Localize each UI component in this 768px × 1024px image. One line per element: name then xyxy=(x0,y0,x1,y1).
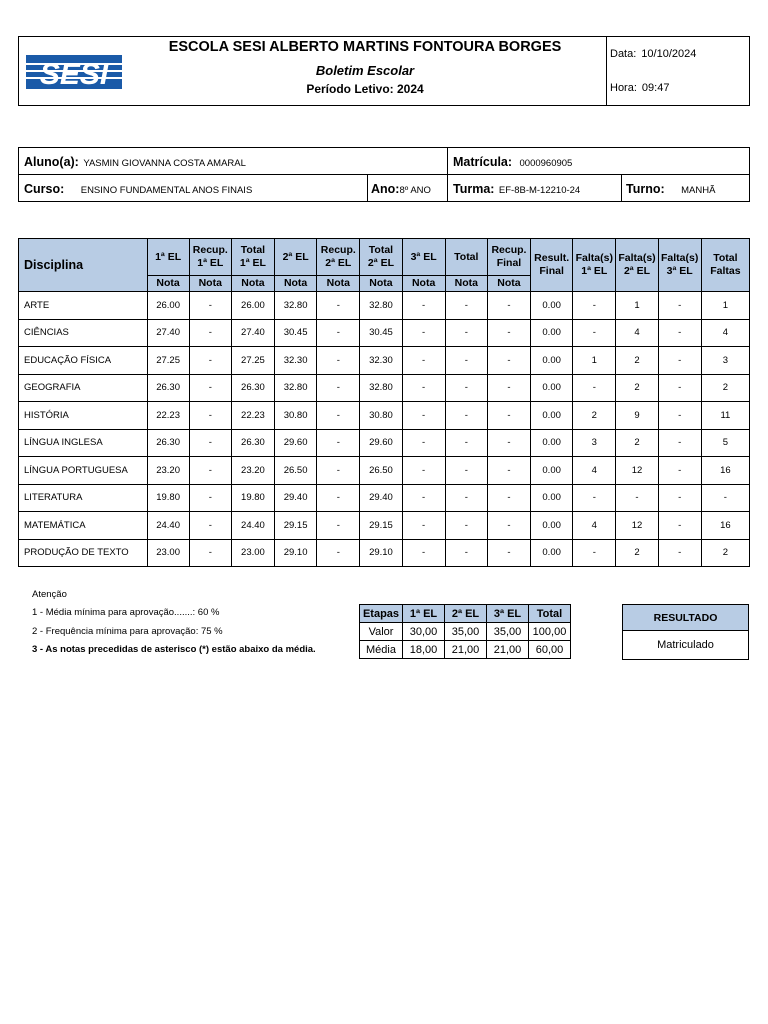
cell-el2: 29.60 xyxy=(275,429,317,457)
etapas-header-cell: 3ª EL xyxy=(487,605,529,623)
grade-row xyxy=(19,512,750,540)
cell-el2: 32.80 xyxy=(275,374,317,402)
notes-title: Atenção xyxy=(32,589,67,600)
etapas-header-row xyxy=(360,605,571,623)
nota-header: Nota xyxy=(189,276,231,292)
cell-total2: 29.40 xyxy=(360,484,402,512)
cell-falta1: 1 xyxy=(573,347,616,375)
etapas-header-cell: Etapas xyxy=(360,605,403,623)
col-result-final: Result. Final xyxy=(531,239,573,292)
subject-name: ARTE xyxy=(19,292,148,320)
grade-row xyxy=(19,402,750,430)
grades-body xyxy=(19,292,750,567)
cell-total1: 22.23 xyxy=(231,402,274,430)
grade-row xyxy=(19,484,750,512)
etapas-cell: 21,00 xyxy=(445,641,487,659)
col-recup2: Recup. 2ª EL xyxy=(317,239,360,276)
cell-recup1: - xyxy=(189,347,231,375)
registration-number: 0000960905 xyxy=(519,158,573,169)
cell-total-faltas: - xyxy=(701,484,749,512)
cell-el1: 19.80 xyxy=(147,484,189,512)
cell-total2: 32.30 xyxy=(360,347,402,375)
cell-falta1: - xyxy=(573,319,616,347)
cell-falta1: - xyxy=(573,292,616,320)
subject-name: MATEMÁTICA xyxy=(19,512,148,540)
cell-falta2: 4 xyxy=(616,319,658,347)
student-name-label: Aluno(a): xyxy=(24,155,79,169)
note-min-attendance: 2 - Frequência mínima para aprovação: 75 % xyxy=(32,626,223,637)
bulletin-title: Boletim Escolar xyxy=(315,63,415,78)
cell-el1: 27.25 xyxy=(147,347,189,375)
cell-falta3: - xyxy=(658,319,701,347)
cell-total: - xyxy=(445,402,487,430)
cell-falta3: - xyxy=(658,402,701,430)
col-total2: Total 2ª EL xyxy=(360,239,402,276)
nota-header: Nota xyxy=(275,276,317,292)
cell-total-faltas: 16 xyxy=(701,512,749,540)
etapas-row xyxy=(360,623,571,641)
cell-total1: 26.30 xyxy=(231,374,274,402)
year-divider xyxy=(367,174,368,201)
subject-name: HISTÓRIA xyxy=(19,402,148,430)
grade-row xyxy=(19,539,750,567)
cell-falta1: - xyxy=(573,374,616,402)
etapas-body xyxy=(360,623,571,659)
etapas-cell: 35,00 xyxy=(445,623,487,641)
cell-falta2: 12 xyxy=(616,457,658,485)
cell-total: - xyxy=(445,319,487,347)
etapas-header-cell: 1ª EL xyxy=(403,605,445,623)
nota-header: Nota xyxy=(317,276,360,292)
cell-el3: - xyxy=(402,319,445,347)
cell-total2: 32.80 xyxy=(360,292,402,320)
cell-falta1: 2 xyxy=(573,402,616,430)
cell-recup-final: - xyxy=(487,484,530,512)
class-field xyxy=(453,180,580,198)
cell-el1: 26.30 xyxy=(147,374,189,402)
cell-total-faltas: 2 xyxy=(701,539,749,567)
grade-row xyxy=(19,292,750,320)
cell-el1: 26.30 xyxy=(147,429,189,457)
shift-label: Turno: xyxy=(626,182,665,196)
etapas-cell: 30,00 xyxy=(403,623,445,641)
student-info-box xyxy=(18,147,750,202)
grade-row xyxy=(19,457,750,485)
class-label: Turma: xyxy=(453,182,495,196)
col-el2: 2ª EL xyxy=(275,239,317,276)
cell-recup-final: - xyxy=(487,292,530,320)
date-value: 10/10/2024 xyxy=(641,48,697,60)
cell-falta2: 2 xyxy=(616,429,658,457)
cell-total2: 26.50 xyxy=(360,457,402,485)
cell-result-final: 0.00 xyxy=(531,539,573,567)
cell-falta3: - xyxy=(658,457,701,485)
cell-total1: 23.00 xyxy=(231,539,274,567)
sesi-logo xyxy=(26,55,122,89)
cell-total: - xyxy=(445,457,487,485)
cell-recup2: - xyxy=(317,319,360,347)
nota-header: Nota xyxy=(487,276,530,292)
col-recup1: Recup. 1ª EL xyxy=(189,239,231,276)
cell-result-final: 0.00 xyxy=(531,292,573,320)
grade-row xyxy=(19,347,750,375)
cell-total-faltas: 2 xyxy=(701,374,749,402)
cell-falta2: 2 xyxy=(616,347,658,375)
cell-total: - xyxy=(445,374,487,402)
note-min-average: 1 - Média mínima para aprovação.......: 60 % xyxy=(32,607,220,618)
etapas-cell: 60,00 xyxy=(529,641,571,659)
school-name: ESCOLA SESI ALBERTO MARTINS FONTOURA BORGES xyxy=(168,39,562,55)
subject-name: GEOGRAFIA xyxy=(19,374,148,402)
etapas-header-cell: 2ª EL xyxy=(445,605,487,623)
nota-header: Nota xyxy=(445,276,487,292)
cell-result-final: 0.00 xyxy=(531,512,573,540)
nota-header: Nota xyxy=(360,276,402,292)
cell-el1: 26.00 xyxy=(147,292,189,320)
nota-header: Nota xyxy=(402,276,445,292)
cell-total-faltas: 11 xyxy=(701,402,749,430)
year-label: Ano: xyxy=(371,182,400,196)
col-total: Total xyxy=(445,239,487,276)
cell-recup-final: - xyxy=(487,512,530,540)
logo-text: SESI xyxy=(39,58,109,89)
student-name: YASMIN GIOVANNA COSTA AMARAL xyxy=(83,158,246,169)
cell-el1: 27.40 xyxy=(147,319,189,347)
cell-el3: - xyxy=(402,374,445,402)
etapas-table xyxy=(359,604,571,659)
cell-total2: 30.45 xyxy=(360,319,402,347)
course-label: Curso: xyxy=(24,182,65,196)
cell-total2: 29.60 xyxy=(360,429,402,457)
cell-el1: 23.00 xyxy=(147,539,189,567)
shift-divider xyxy=(621,174,622,201)
grades-table xyxy=(18,238,750,567)
cell-falta3: - xyxy=(658,429,701,457)
cell-el2: 32.80 xyxy=(275,292,317,320)
cell-el2: 29.40 xyxy=(275,484,317,512)
cell-result-final: 0.00 xyxy=(531,457,573,485)
cell-el3: - xyxy=(402,457,445,485)
cell-recup-final: - xyxy=(487,429,530,457)
grades-header-row xyxy=(19,239,750,276)
nota-header: Nota xyxy=(231,276,274,292)
cell-falta2: 2 xyxy=(616,374,658,402)
cell-el1: 23.20 xyxy=(147,457,189,485)
cell-recup2: - xyxy=(317,484,360,512)
cell-el2: 26.50 xyxy=(275,457,317,485)
shift-value: MANHÃ xyxy=(681,185,716,196)
cell-falta1: 4 xyxy=(573,512,616,540)
etapas-cell: 18,00 xyxy=(403,641,445,659)
cell-total-faltas: 4 xyxy=(701,319,749,347)
header-divider xyxy=(606,36,607,106)
cell-total1: 24.40 xyxy=(231,512,274,540)
cell-recup2: - xyxy=(317,402,360,430)
cell-falta2: 1 xyxy=(616,292,658,320)
cell-total-faltas: 3 xyxy=(701,347,749,375)
cell-recup2: - xyxy=(317,512,360,540)
shift-field xyxy=(626,180,715,198)
etapas-row-label: Média xyxy=(360,641,403,659)
cell-total-faltas: 1 xyxy=(701,292,749,320)
subject-name: LÍNGUA INGLESA xyxy=(19,429,148,457)
cell-recup1: - xyxy=(189,374,231,402)
cell-falta2: 2 xyxy=(616,539,658,567)
cell-total: - xyxy=(445,512,487,540)
cell-recup2: - xyxy=(317,347,360,375)
cell-recup-final: - xyxy=(487,402,530,430)
cell-total: - xyxy=(445,292,487,320)
cell-el3: - xyxy=(402,402,445,430)
cell-falta1: 4 xyxy=(573,457,616,485)
cell-recup-final: - xyxy=(487,457,530,485)
cell-recup2: - xyxy=(317,374,360,402)
result-value: Matriculado xyxy=(622,630,749,660)
subject-name: LITERATURA xyxy=(19,484,148,512)
time-label: Hora: xyxy=(610,82,637,94)
cell-recup1: - xyxy=(189,429,231,457)
cell-recup1: - xyxy=(189,319,231,347)
cell-total: - xyxy=(445,429,487,457)
etapas-cell: 100,00 xyxy=(529,623,571,641)
cell-falta3: - xyxy=(658,374,701,402)
cell-total: - xyxy=(445,539,487,567)
cell-result-final: 0.00 xyxy=(531,347,573,375)
cell-el3: - xyxy=(402,429,445,457)
cell-falta3: - xyxy=(658,512,701,540)
col-falta1: Falta(s) 1ª EL xyxy=(573,239,616,292)
subject-name: PRODUÇÃO DE TEXTO xyxy=(19,539,148,567)
cell-total: - xyxy=(445,484,487,512)
col-total-faltas: Total Faltas xyxy=(701,239,749,292)
result-label: RESULTADO xyxy=(622,604,749,631)
cell-recup1: - xyxy=(189,292,231,320)
note-asterisk: 3 - As notas precedidas de asterisco (*) estão abaixo da média. xyxy=(32,644,316,655)
cell-result-final: 0.00 xyxy=(531,319,573,347)
cell-total1: 19.80 xyxy=(231,484,274,512)
etapas-cell: 21,00 xyxy=(487,641,529,659)
cell-total-faltas: 5 xyxy=(701,429,749,457)
etapas-header-cell: Total xyxy=(529,605,571,623)
col-falta3: Falta(s) 3ª EL xyxy=(658,239,701,292)
class-value: EF-8B-M-12210-24 xyxy=(498,185,581,196)
course-field xyxy=(24,180,252,198)
cell-total1: 27.40 xyxy=(231,319,274,347)
col-recup-final: Recup. Final xyxy=(487,239,530,276)
course-name: ENSINO FUNDAMENTAL ANOS FINAIS xyxy=(80,185,253,196)
student-row-divider xyxy=(19,174,749,175)
cell-recup1: - xyxy=(189,457,231,485)
cell-el3: - xyxy=(402,347,445,375)
subject-name: LÍNGUA PORTUGUESA xyxy=(19,457,148,485)
cell-falta3: - xyxy=(658,539,701,567)
nota-header: Nota xyxy=(147,276,189,292)
cell-recup2: - xyxy=(317,457,360,485)
report-time xyxy=(610,82,669,94)
cell-result-final: 0.00 xyxy=(531,374,573,402)
col-el1: 1ª EL xyxy=(147,239,189,276)
subject-name: CIÊNCIAS xyxy=(19,319,148,347)
cell-falta3: - xyxy=(658,347,701,375)
cell-recup2: - xyxy=(317,429,360,457)
cell-recup1: - xyxy=(189,512,231,540)
reg-divider xyxy=(447,148,448,201)
cell-total: - xyxy=(445,347,487,375)
cell-recup2: - xyxy=(317,539,360,567)
etapas-row-label: Valor xyxy=(360,623,403,641)
cell-recup1: - xyxy=(189,402,231,430)
grade-row xyxy=(19,374,750,402)
cell-result-final: 0.00 xyxy=(531,402,573,430)
cell-el3: - xyxy=(402,539,445,567)
subject-name: EDUCAÇÃO FÍSICA xyxy=(19,347,148,375)
date-label: Data: xyxy=(610,48,637,60)
year-value: 8º ANO xyxy=(399,185,431,196)
etapas-cell: 35,00 xyxy=(487,623,529,641)
cell-el2: 32.30 xyxy=(275,347,317,375)
cell-recup-final: - xyxy=(487,374,530,402)
cell-recup-final: - xyxy=(487,539,530,567)
etapas-row xyxy=(360,641,571,659)
cell-result-final: 0.00 xyxy=(531,484,573,512)
cell-recup1: - xyxy=(189,484,231,512)
cell-total2: 30.80 xyxy=(360,402,402,430)
year-field xyxy=(371,180,431,198)
cell-falta3: - xyxy=(658,484,701,512)
cell-total2: 29.10 xyxy=(360,539,402,567)
cell-total-faltas: 16 xyxy=(701,457,749,485)
col-disciplina: Disciplina xyxy=(19,239,148,292)
cell-falta1: - xyxy=(573,484,616,512)
cell-falta2: - xyxy=(616,484,658,512)
cell-recup1: - xyxy=(189,539,231,567)
cell-el2: 29.15 xyxy=(275,512,317,540)
student-name-field xyxy=(24,153,246,171)
school-period: Período Letivo: 2024 xyxy=(306,82,424,96)
cell-el3: - xyxy=(402,512,445,540)
cell-total2: 29.15 xyxy=(360,512,402,540)
cell-total1: 23.20 xyxy=(231,457,274,485)
cell-recup2: - xyxy=(317,292,360,320)
col-el3: 3ª EL xyxy=(402,239,445,276)
cell-total2: 32.80 xyxy=(360,374,402,402)
cell-el1: 24.40 xyxy=(147,512,189,540)
cell-el3: - xyxy=(402,484,445,512)
grade-row xyxy=(19,319,750,347)
report-date xyxy=(610,48,696,60)
cell-recup-final: - xyxy=(487,347,530,375)
cell-total1: 27.25 xyxy=(231,347,274,375)
cell-result-final: 0.00 xyxy=(531,429,573,457)
cell-el1: 22.23 xyxy=(147,402,189,430)
time-value: 09:47 xyxy=(641,82,670,94)
cell-el2: 30.45 xyxy=(275,319,317,347)
cell-falta2: 9 xyxy=(616,402,658,430)
cell-total1: 26.00 xyxy=(231,292,274,320)
cell-el3: - xyxy=(402,292,445,320)
cell-falta1: - xyxy=(573,539,616,567)
cell-el2: 30.80 xyxy=(275,402,317,430)
col-falta2: Falta(s) 2ª EL xyxy=(616,239,658,292)
cell-recup-final: - xyxy=(487,319,530,347)
cell-total1: 26.30 xyxy=(231,429,274,457)
cell-falta1: 3 xyxy=(573,429,616,457)
cell-falta3: - xyxy=(658,292,701,320)
registration-field xyxy=(453,153,572,171)
cell-el2: 29.10 xyxy=(275,539,317,567)
cell-falta2: 12 xyxy=(616,512,658,540)
registration-label: Matrícula: xyxy=(453,155,513,169)
col-total1: Total 1ª EL xyxy=(231,239,274,276)
grade-row xyxy=(19,429,750,457)
